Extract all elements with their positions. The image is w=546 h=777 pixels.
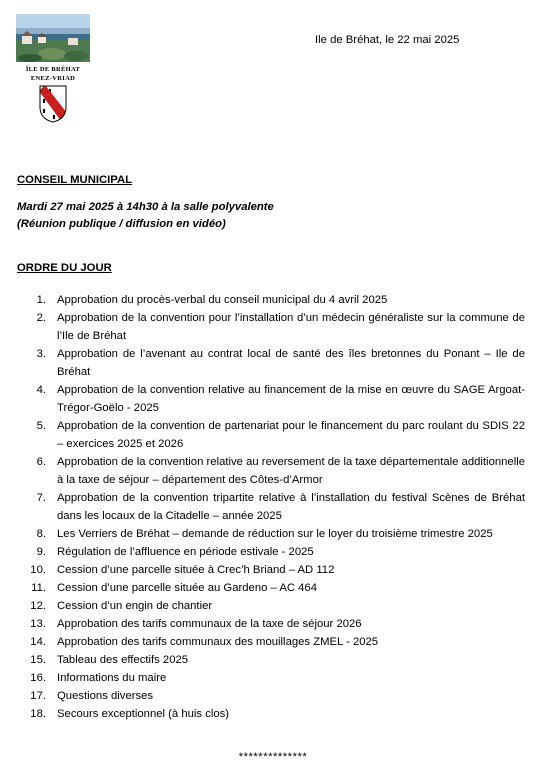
meeting-note-text: (Réunion publique / diffusion en vidéo): [17, 218, 226, 230]
agenda-item-number: 18.: [30, 708, 46, 720]
agenda-item-number: 15.: [30, 654, 46, 666]
agenda-item: [0, 669, 546, 687]
agenda-item-number: 14.: [30, 636, 46, 648]
meeting-date-text: Mardi 27 mai 2025 à 14h30 à la salle polyvalente: [17, 201, 274, 213]
agenda-item: [0, 651, 546, 669]
agenda-item-text: Approbation de la convention tripartite relative à l’installation du festival Scènes de Bréhat dans les locaux de la Citadelle – année 2025: [57, 492, 525, 522]
agenda-item-number: 8.: [36, 528, 46, 540]
agenda-item: [0, 615, 546, 633]
agenda-item-text: Approbation de la convention relative au reversement de la taxe départementale additionnelle à la taxe de séjour – département des Côtes-d’Armor: [57, 456, 525, 486]
conseil-municipal-heading: CONSEIL MUNICIPAL: [17, 174, 133, 186]
agenda-item: [0, 309, 546, 345]
agenda-item: [0, 705, 546, 723]
agenda-item-text: Approbation de la convention pour l’installation d’un médecin généraliste sur la commune de l’Ile de Bréhat: [57, 312, 525, 342]
agenda-item: [0, 381, 546, 417]
agenda-item-text: Approbation de la convention relative au financement de la mise en œuvre du SAGE Argoat-Trégor-Goëlo - 2025: [57, 384, 525, 414]
agenda-item-text: Questions diverses: [57, 690, 154, 702]
agenda-item-number: 11.: [31, 582, 46, 594]
agenda-item: [0, 561, 546, 579]
agenda-item-number: 16.: [30, 672, 46, 684]
agenda-item-number: 3.: [36, 348, 46, 360]
agenda-item-number: 1.: [36, 294, 46, 306]
agenda-item: [0, 291, 546, 309]
agenda-item-text: Les Verriers de Bréhat – demande de réduction sur le loyer du troisième trimestre 2025: [57, 528, 493, 540]
agenda-item: [0, 597, 546, 615]
agenda-item: [0, 543, 546, 561]
agenda-item-text: Cession d’une parcelle située au Gardeno – AC 464: [57, 582, 317, 594]
agenda-item: [0, 453, 546, 489]
agenda-item-text: Approbation des tarifs communaux de la taxe de séjour 2026: [57, 618, 362, 630]
agenda-item-number: 4.: [36, 384, 46, 396]
agenda-item-text: Tableau des effectifs 2025: [57, 654, 189, 666]
agenda-item-number: 7.: [36, 492, 46, 504]
agenda-item-text: Régulation de l’affluence en période estivale - 2025: [57, 546, 314, 558]
agenda-item: [0, 345, 546, 381]
agenda-item-number: 9.: [36, 546, 46, 558]
agenda-item-text: Secours exceptionnel (à huis clos): [57, 708, 230, 720]
agenda-item: [0, 633, 546, 651]
agenda-item-text: Cession d’un engin de chantier: [57, 600, 213, 612]
agenda-item-number: 10.: [30, 564, 46, 576]
agenda-list: [0, 291, 546, 723]
agenda-item-text: Approbation de l’avenant au contrat local de santé des îles bretonnes du Ponant – Ile de Bréhat: [57, 348, 525, 378]
logo-text-line1: ÎLE DE BRÉHAT: [25, 66, 81, 73]
agenda-item-text: Cession d’une parcelle située à Crec’h Briand – AD 112: [57, 564, 335, 576]
document-date: Ile de Bréhat, le 22 mai 2025: [315, 34, 460, 46]
island-photo-image: [16, 14, 90, 62]
agenda-item-number: 13.: [30, 618, 46, 630]
agenda-item-number: 17.: [30, 690, 46, 702]
separator: **************: [238, 751, 308, 763]
agenda-item-number: 6.: [36, 456, 46, 468]
agenda-item-number: 12.: [30, 600, 46, 612]
municipal-logo: [16, 14, 90, 123]
agenda-item: [0, 579, 546, 597]
agenda-item: [0, 687, 546, 705]
agenda-item-text: Approbation de la convention de partenariat pour le financement du parc roulant du SDIS 22 – exercices 2025 et 2026: [57, 420, 525, 450]
agenda-item-number: 2.: [36, 312, 46, 324]
logo-text-line2: ENEZ-VRIAD: [30, 75, 76, 82]
agenda-item: [0, 489, 546, 525]
agenda-item-text: Approbation des tarifs communaux des mouillages ZMEL - 2025: [57, 636, 379, 648]
coat-of-arms-icon: [39, 85, 67, 123]
ordre-du-jour-heading: ORDRE DU JOUR: [17, 262, 112, 274]
agenda-item: [0, 525, 546, 543]
agenda-item: [0, 417, 546, 453]
agenda-item-text: Approbation du procès-verbal du conseil municipal du 4 avril 2025: [57, 294, 388, 306]
agenda-item-text: Informations du maire: [57, 672, 167, 684]
agenda-item-number: 5.: [36, 420, 46, 432]
